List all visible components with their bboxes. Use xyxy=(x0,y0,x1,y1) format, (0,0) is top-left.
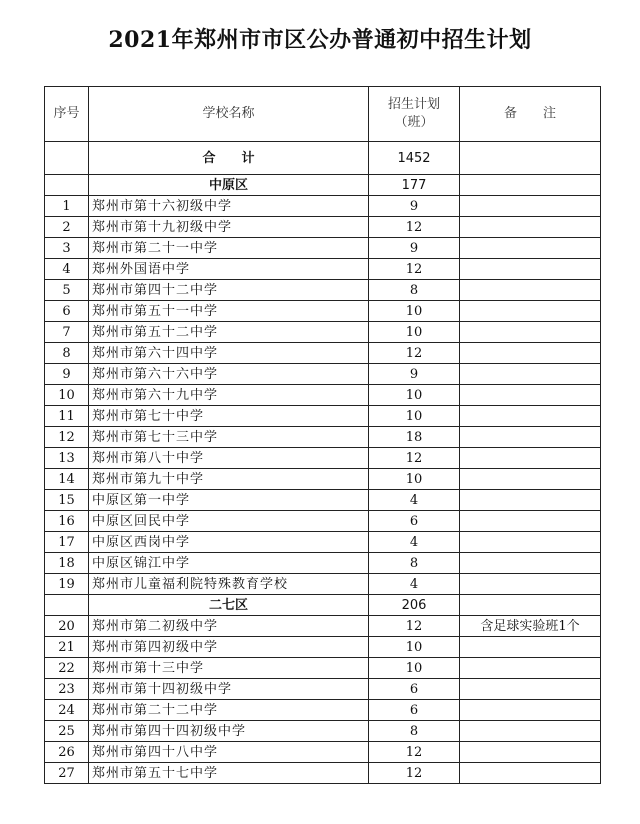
row-plan: 18 xyxy=(369,427,460,448)
row-note xyxy=(460,301,601,322)
row-school: 郑州市第四十四初级中学 xyxy=(89,721,369,742)
row-no: 18 xyxy=(45,553,89,574)
row-no: 24 xyxy=(45,700,89,721)
table-row xyxy=(45,280,601,301)
row-note xyxy=(460,637,601,658)
row-note xyxy=(460,385,601,406)
table-row xyxy=(45,448,601,469)
table-row xyxy=(45,721,601,742)
table-row xyxy=(45,427,601,448)
row-note xyxy=(460,763,601,784)
table-row xyxy=(45,763,601,784)
header-plan-line1: 招生计划 xyxy=(387,97,440,112)
row-note xyxy=(460,490,601,511)
table-row xyxy=(45,490,601,511)
row-note xyxy=(460,532,601,553)
row-note xyxy=(460,574,601,595)
row-plan: 9 xyxy=(369,196,460,217)
row-no: 10 xyxy=(45,385,89,406)
table-row xyxy=(45,343,601,364)
page-title: 2021年郑州市市区公办普通初中招生计划 xyxy=(108,27,532,53)
row-note xyxy=(460,721,601,742)
row-school: 郑州市第二十一中学 xyxy=(89,238,369,259)
table-row xyxy=(45,679,601,700)
row-plan: 10 xyxy=(369,637,460,658)
row-note xyxy=(460,217,601,238)
row-no: 5 xyxy=(45,280,89,301)
row-no: 14 xyxy=(45,469,89,490)
total-no-cell xyxy=(45,142,89,175)
table-row xyxy=(45,532,601,553)
row-no: 8 xyxy=(45,343,89,364)
row-school: 郑州市第六十六中学 xyxy=(89,364,369,385)
row-no: 23 xyxy=(45,679,89,700)
row-plan: 10 xyxy=(369,301,460,322)
row-school: 中原区西岗中学 xyxy=(89,532,369,553)
table-header-row xyxy=(45,87,601,142)
row-no: 15 xyxy=(45,490,89,511)
district-row xyxy=(45,595,601,616)
row-plan: 12 xyxy=(369,259,460,280)
table-row xyxy=(45,658,601,679)
row-plan: 4 xyxy=(369,574,460,595)
row-plan: 8 xyxy=(369,553,460,574)
table-row xyxy=(45,322,601,343)
header-plan xyxy=(369,87,460,142)
row-school: 郑州市第二初级中学 xyxy=(89,616,369,637)
table-row xyxy=(45,259,601,280)
row-plan: 12 xyxy=(369,343,460,364)
row-school: 郑州市第四十八中学 xyxy=(89,742,369,763)
row-note xyxy=(460,742,601,763)
table-row xyxy=(45,364,601,385)
table-row xyxy=(45,511,601,532)
district-total: 177 xyxy=(369,175,460,196)
row-no: 12 xyxy=(45,427,89,448)
row-plan: 6 xyxy=(369,700,460,721)
row-no: 2 xyxy=(45,217,89,238)
total-note-cell xyxy=(460,142,601,175)
row-no: 19 xyxy=(45,574,89,595)
table-row xyxy=(45,637,601,658)
header-school: 学校名称 xyxy=(89,87,369,142)
row-note xyxy=(460,343,601,364)
enrollment-plan-table xyxy=(44,86,601,784)
row-school: 中原区第一中学 xyxy=(89,490,369,511)
row-school: 中原区回民中学 xyxy=(89,511,369,532)
row-note xyxy=(460,364,601,385)
row-no: 26 xyxy=(45,742,89,763)
row-plan: 9 xyxy=(369,364,460,385)
row-school: 郑州市第六十四中学 xyxy=(89,343,369,364)
row-note xyxy=(460,280,601,301)
table-row xyxy=(45,406,601,427)
table-row xyxy=(45,553,601,574)
row-note xyxy=(460,448,601,469)
row-school: 郑州市第十六初级中学 xyxy=(89,196,369,217)
row-no: 21 xyxy=(45,637,89,658)
row-plan: 9 xyxy=(369,238,460,259)
row-note xyxy=(460,700,601,721)
row-plan: 10 xyxy=(369,658,460,679)
row-no: 7 xyxy=(45,322,89,343)
district-no-cell xyxy=(45,175,89,196)
total-row xyxy=(45,142,601,175)
table-row xyxy=(45,700,601,721)
row-school: 郑州市第五十七中学 xyxy=(89,763,369,784)
table-row xyxy=(45,742,601,763)
table-row xyxy=(45,574,601,595)
row-plan: 4 xyxy=(369,532,460,553)
row-school: 郑州市第五十二中学 xyxy=(89,322,369,343)
row-note xyxy=(460,406,601,427)
row-plan: 12 xyxy=(369,217,460,238)
row-note xyxy=(460,679,601,700)
district-note-cell xyxy=(460,175,601,196)
row-school: 郑州市第十三中学 xyxy=(89,658,369,679)
row-school: 郑州市第八十中学 xyxy=(89,448,369,469)
row-no: 27 xyxy=(45,763,89,784)
row-school: 郑州市第十四初级中学 xyxy=(89,679,369,700)
header-no: 序号 xyxy=(45,87,89,142)
row-no: 1 xyxy=(45,196,89,217)
row-note xyxy=(460,427,601,448)
header-plan-line2: （班） xyxy=(394,115,434,130)
row-plan: 4 xyxy=(369,490,460,511)
row-note xyxy=(460,259,601,280)
total-value: 1452 xyxy=(369,142,460,175)
row-note xyxy=(460,196,601,217)
district-name: 二七区 xyxy=(89,595,369,616)
table-row xyxy=(45,301,601,322)
table-row xyxy=(45,238,601,259)
row-no: 20 xyxy=(45,616,89,637)
district-note-cell xyxy=(460,595,601,616)
total-label: 合 计 xyxy=(89,142,369,175)
row-plan: 10 xyxy=(369,322,460,343)
table-row xyxy=(45,385,601,406)
table-row xyxy=(45,217,601,238)
row-plan: 12 xyxy=(369,616,460,637)
row-school: 郑州市第五十一中学 xyxy=(89,301,369,322)
row-note xyxy=(460,322,601,343)
row-school: 郑州市第七十中学 xyxy=(89,406,369,427)
row-plan: 12 xyxy=(369,763,460,784)
row-plan: 10 xyxy=(369,385,460,406)
row-plan: 12 xyxy=(369,742,460,763)
row-school: 郑州市第七十三中学 xyxy=(89,427,369,448)
row-note xyxy=(460,469,601,490)
row-no: 4 xyxy=(45,259,89,280)
row-school: 郑州外国语中学 xyxy=(89,259,369,280)
header-note: 备 注 xyxy=(460,87,601,142)
row-school: 郑州市第九十中学 xyxy=(89,469,369,490)
row-plan: 8 xyxy=(369,280,460,301)
row-note xyxy=(460,658,601,679)
table-row xyxy=(45,469,601,490)
row-no: 16 xyxy=(45,511,89,532)
row-note xyxy=(460,553,601,574)
district-row xyxy=(45,175,601,196)
row-no: 22 xyxy=(45,658,89,679)
row-no: 6 xyxy=(45,301,89,322)
row-school: 中原区锦江中学 xyxy=(89,553,369,574)
row-note xyxy=(460,511,601,532)
row-no: 3 xyxy=(45,238,89,259)
row-plan: 8 xyxy=(369,721,460,742)
row-no: 25 xyxy=(45,721,89,742)
row-plan: 10 xyxy=(369,469,460,490)
row-school: 郑州市第四初级中学 xyxy=(89,637,369,658)
row-no: 9 xyxy=(45,364,89,385)
district-no-cell xyxy=(45,595,89,616)
row-school: 郑州市第十九初级中学 xyxy=(89,217,369,238)
district-name: 中原区 xyxy=(89,175,369,196)
table-row xyxy=(45,196,601,217)
row-plan: 12 xyxy=(369,448,460,469)
row-no: 11 xyxy=(45,406,89,427)
row-school: 郑州市第四十二中学 xyxy=(89,280,369,301)
row-school: 郑州市儿童福利院特殊教育学校 xyxy=(89,574,369,595)
row-plan: 6 xyxy=(369,679,460,700)
district-total: 206 xyxy=(369,595,460,616)
row-school: 郑州市第二十二中学 xyxy=(89,700,369,721)
row-note: 含足球实验班1个 xyxy=(460,616,601,637)
row-school: 郑州市第六十九中学 xyxy=(89,385,369,406)
table-row xyxy=(45,616,601,637)
row-no: 13 xyxy=(45,448,89,469)
row-plan: 10 xyxy=(369,406,460,427)
row-plan: 6 xyxy=(369,511,460,532)
row-no: 17 xyxy=(45,532,89,553)
row-note xyxy=(460,238,601,259)
